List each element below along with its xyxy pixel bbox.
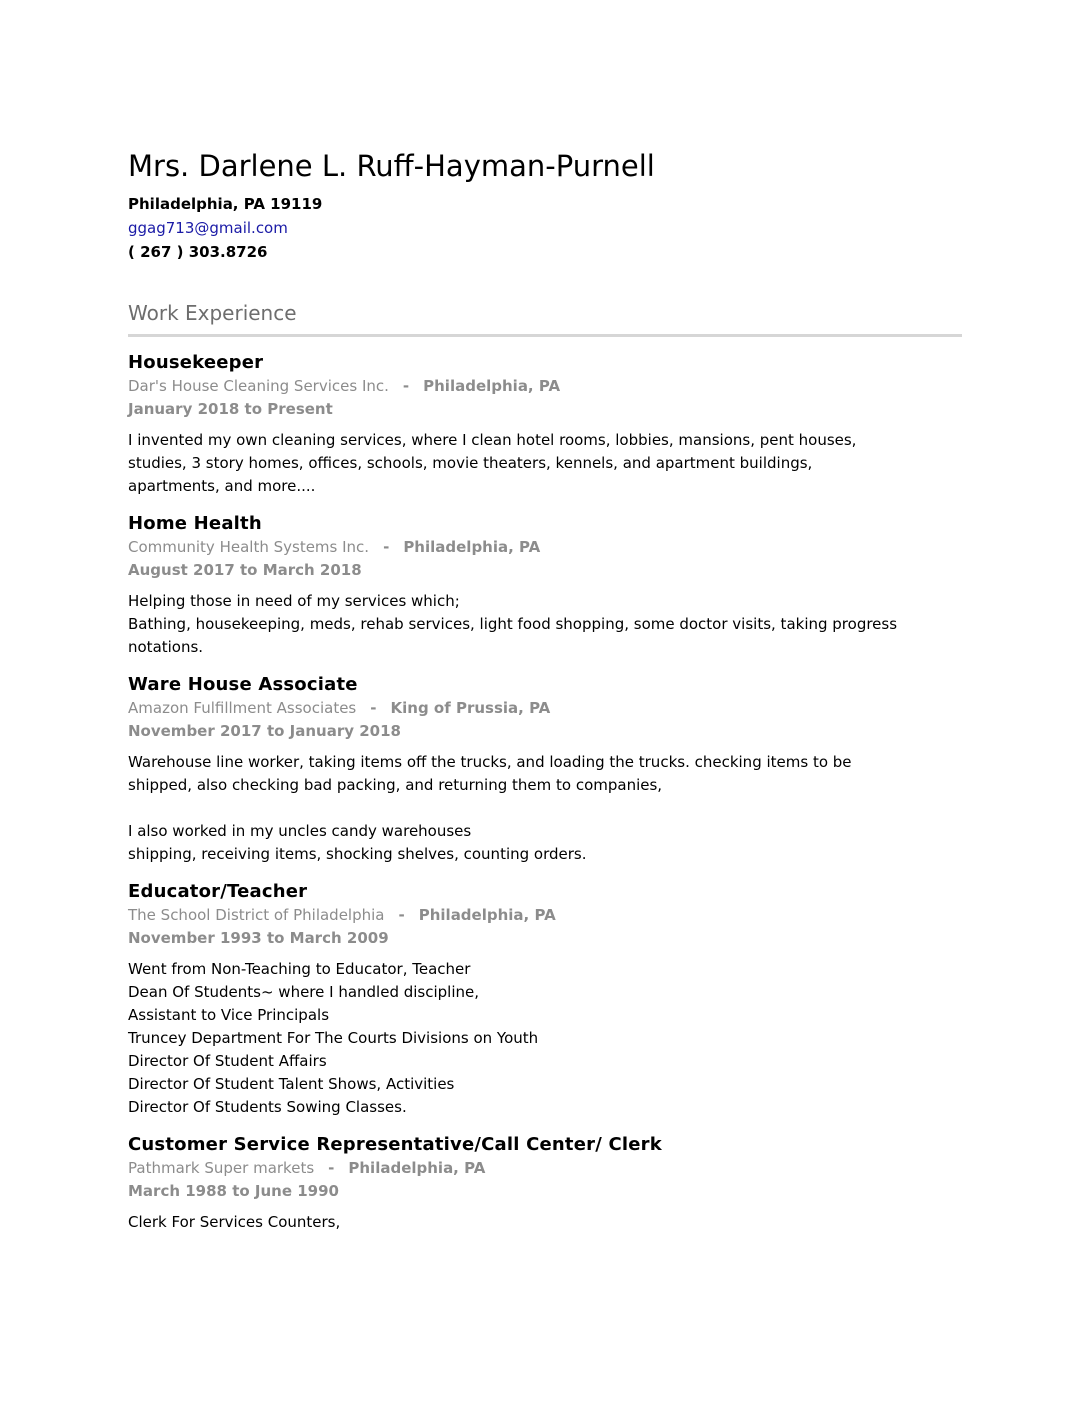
- job-title: Housekeeper: [128, 352, 264, 373]
- job-company: Pathmark Super markets: [128, 1159, 315, 1177]
- job-dates: January 2018 to Present: [128, 400, 333, 418]
- description-line: Went from Non-Teaching to Educator, Teacher: [128, 960, 471, 978]
- job-company: Community Health Systems Inc.: [128, 538, 370, 556]
- job-company: Amazon Fulfillment Associates: [128, 699, 357, 717]
- description-line: Bathing, housekeeping, meds, rehab services, light food shopping, some doctor visits, taking progress: [128, 615, 898, 633]
- description-line: Truncey Department For The Courts Divisions on Youth: [128, 1029, 539, 1047]
- job-location: Philadelphia, PA: [418, 906, 556, 924]
- description-line: shipping, receiving items, shocking shelves, counting orders.: [128, 845, 587, 863]
- phone: ( 267 ) 303.8726: [128, 243, 268, 261]
- job-title: Educator/Teacher: [128, 881, 308, 902]
- description-line: Director Of Student Affairs: [128, 1052, 327, 1070]
- job-description: [128, 958, 962, 1119]
- job-meta: [128, 375, 962, 398]
- job-entry: [128, 351, 962, 498]
- description-line: Clerk For Services Counters,: [128, 1213, 341, 1231]
- description-line: Warehouse line worker, taking items off the trucks, and loading the trucks. checking items to be: [128, 753, 852, 771]
- description-line: notations.: [128, 638, 204, 656]
- job-title: Customer Service Representative/Call Center/ Clerk: [128, 1134, 662, 1155]
- description-line: [128, 797, 962, 820]
- job-entry: [128, 673, 962, 866]
- job-meta-separator: -: [328, 1159, 335, 1177]
- description-line: Assistant to Vice Principals: [128, 1006, 330, 1024]
- job-dates: November 1993 to March 2009: [128, 929, 389, 947]
- description-line: apartments, and more....: [128, 477, 316, 495]
- section-title-work-experience: Work Experience: [128, 298, 962, 337]
- job-location: Philadelphia, PA: [403, 538, 541, 556]
- job-company: Dar's House Cleaning Services Inc.: [128, 377, 389, 395]
- job-meta-separator: -: [370, 699, 377, 717]
- job-meta: [128, 697, 962, 720]
- job-meta-separator: -: [402, 377, 410, 395]
- job-company: The School District of Philadelphia: [128, 906, 385, 924]
- job-entry: [128, 1133, 962, 1234]
- description-line: I also worked in my uncles candy warehouses: [128, 822, 472, 840]
- job-dates: November 2017 to January 2018: [128, 722, 401, 740]
- description-line: studies, 3 story homes, offices, schools, movie theaters, kennels, and apartment buildings,: [128, 454, 813, 472]
- job-dates: August 2017 to March 2018: [128, 561, 362, 579]
- job-title: Ware House Associate: [128, 674, 358, 695]
- job-entry: [128, 880, 962, 1119]
- jobs-list: [128, 351, 962, 1234]
- job-title: Home Health: [128, 513, 262, 534]
- job-meta: [128, 536, 962, 559]
- job-meta-separator: -: [383, 538, 390, 556]
- job-location: King of Prussia, PA: [390, 699, 551, 717]
- resume-content: [128, 146, 962, 1234]
- description-line: Helping those in need of my services which;: [128, 592, 460, 610]
- email-link[interactable]: ggag713@gmail.com: [128, 219, 288, 237]
- job-meta-separator: -: [398, 906, 405, 924]
- job-entry: [128, 512, 962, 659]
- job-description: [128, 1211, 962, 1234]
- description-line: Director Of Student Talent Shows, Activities: [128, 1075, 455, 1093]
- description-line: shipped, also checking bad packing, and returning them to companies,: [128, 776, 663, 794]
- description-line: Dean Of Students~ where I handled discipline,: [128, 983, 480, 1001]
- description-line: I invented my own cleaning services, where I clean hotel rooms, lobbies, mansions, pent houses,: [128, 431, 857, 449]
- job-meta: [128, 904, 962, 927]
- job-description: [128, 429, 962, 498]
- job-location: Philadelphia, PA: [423, 377, 561, 395]
- contact-info: [128, 192, 962, 264]
- location: Philadelphia, PA 19119: [128, 195, 323, 213]
- description-line: Director Of Students Sowing Classes.: [128, 1098, 407, 1116]
- job-location: Philadelphia, PA: [348, 1159, 486, 1177]
- job-description: [128, 590, 962, 659]
- job-meta: [128, 1157, 962, 1180]
- candidate-name: Mrs. Darlene L. Ruff-Hayman-Purnell: [128, 149, 655, 183]
- job-description: [128, 751, 962, 866]
- job-dates: March 1988 to June 1990: [128, 1182, 339, 1200]
